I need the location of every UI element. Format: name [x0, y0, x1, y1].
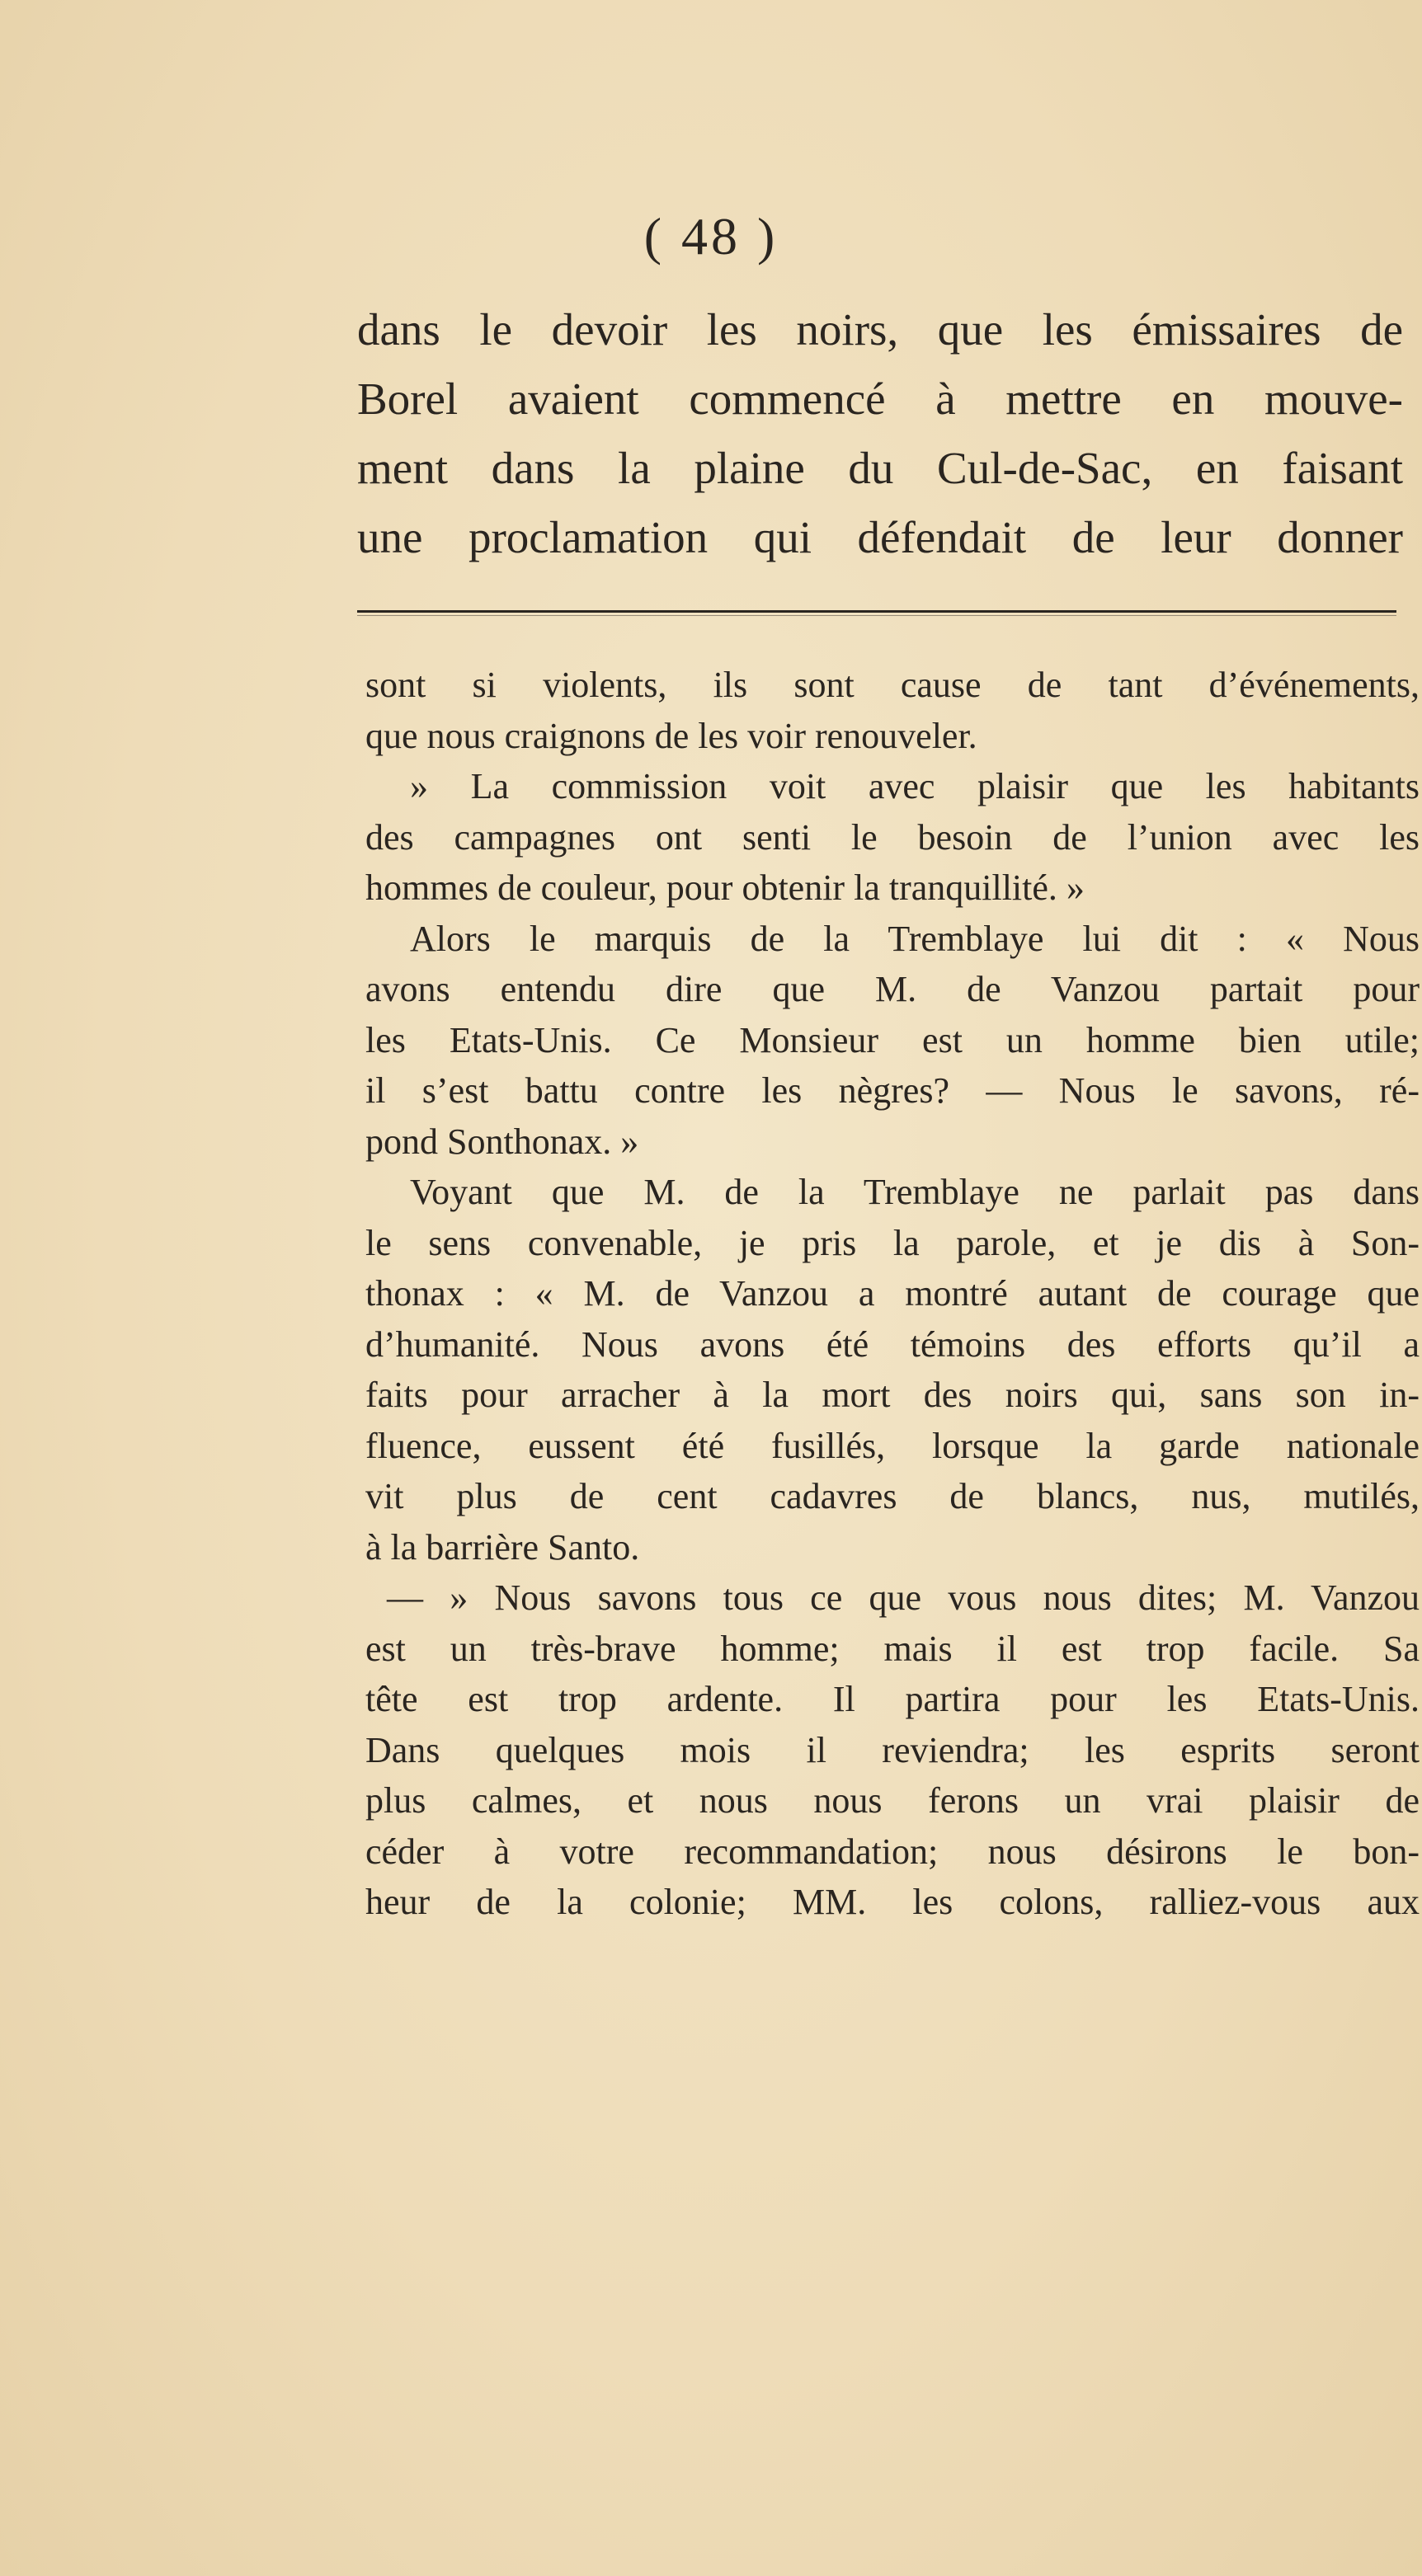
footnote-line: avons entendu dire que M. de Vanzou partait pour	[365, 969, 1420, 1009]
footnote-line: que nous craignons de les voir renouveler.	[365, 715, 977, 756]
footnote-line: céder à votre recommandation; nous désirons le bon-	[365, 1831, 1420, 1872]
footnote-line: tête est trop ardente. Il partira pour les Etats-Unis.	[365, 1679, 1420, 1719]
footnote-line: fluence, eussent été fusillés, lorsque la garde nationale	[365, 1425, 1420, 1466]
footnote-line: vit plus de cent cadavres de blancs, nus, mutilés,	[365, 1476, 1420, 1516]
footnote-line: le sens convenable, je pris la parole, et je dis à Son-	[365, 1222, 1420, 1263]
footnote-line: est un très-brave homme; mais il est trop facile. Sa	[365, 1628, 1420, 1669]
page-number: ( 48 )	[643, 207, 779, 266]
footnote-line: pond Sonthonax. »	[365, 1121, 639, 1162]
footnote-line: Dans quelques mois il reviendra; les esprits seront	[365, 1729, 1420, 1770]
footnote-line: hommes de couleur, pour obtenir la tranquillité. »	[365, 867, 1085, 908]
footnote-line: les Etats-Unis. Ce Monsieur est un homme bien utile;	[365, 1019, 1420, 1060]
footnote-line: Voyant que M. de la Tremblaye ne parlait pas dans	[410, 1172, 1420, 1212]
main-text-line: une proclamation qui défendait de leur donner	[357, 512, 1403, 562]
footnote-line: sont si violents, ils sont cause de tant d’événements,	[365, 665, 1420, 705]
main-text-block	[357, 295, 1403, 572]
footnote-line: des campagnes ont senti le besoin de l’union avec les	[365, 816, 1420, 858]
footnote-line: plus calmes, et nous nous ferons un vrai plaisir de	[365, 1780, 1420, 1821]
footnote-line: il s’est battu contre les nègres? — Nous le savons, ré-	[365, 1070, 1420, 1111]
footnote-line: faits pour arracher à la mort des noirs qui, sans son in-	[365, 1375, 1420, 1415]
footnote-line: à la barrière Santo.	[365, 1526, 640, 1568]
footnote-line: » La commission voit avec plaisir que les habitants	[410, 766, 1420, 806]
footnote-separator-rule-thin	[357, 615, 1396, 616]
main-text-line: Borel avaient commencé à mettre en mouve-	[357, 374, 1403, 424]
footnote-separator-rule	[357, 610, 1396, 613]
footnote-line: — » Nous savons tous ce que vous nous dites; M. Vanzou	[387, 1577, 1420, 1618]
footnote-line: Alors le marquis de la Tremblaye lui dit : « Nous	[410, 918, 1420, 959]
footnote-line: d’humanité. Nous avons été témoins des efforts qu’il a	[365, 1323, 1420, 1365]
footnote-text-block	[365, 660, 1420, 1928]
main-text-line: ment dans la plaine du Cul-de-Sac, en faisant	[357, 443, 1403, 493]
footnote-line: heur de la colonie; MM. les colons, ralliez-vous aux	[365, 1882, 1420, 1922]
footnote-line: thonax : « M. de Vanzou a montré autant de courage que	[365, 1273, 1420, 1314]
main-text-line: dans le devoir les noirs, que les émissaires de	[357, 304, 1403, 355]
